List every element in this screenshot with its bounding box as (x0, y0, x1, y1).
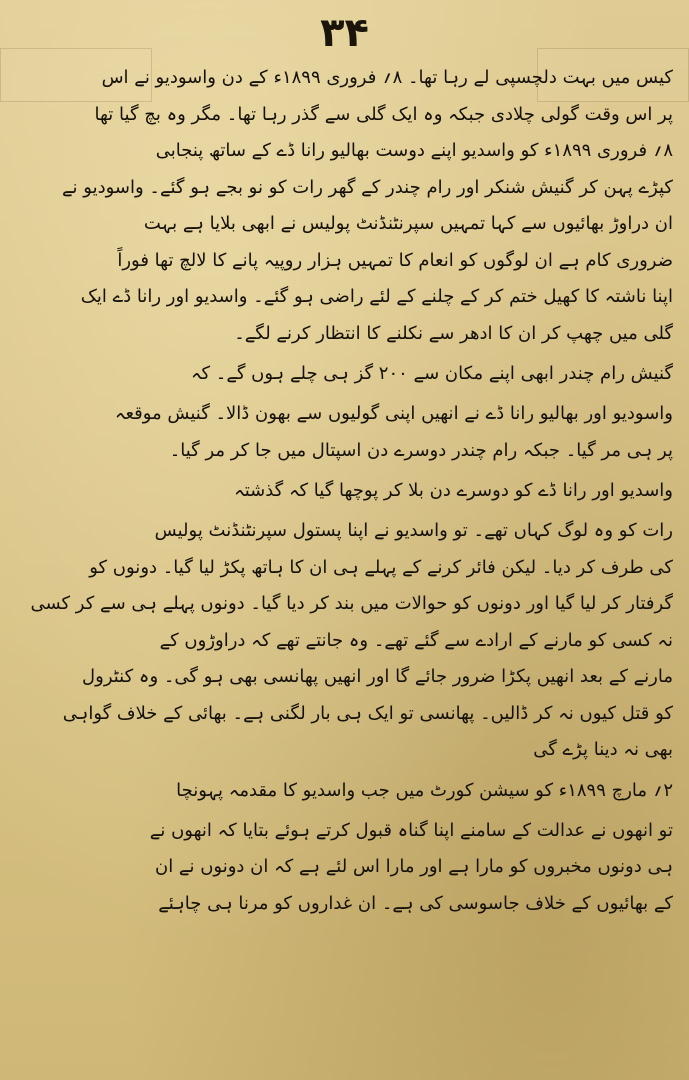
text-line: گرفتار کر لیا گیا اور دونوں کو حوالات میں بند کر دیا گیا۔ دونوں پہلے ہی سے کر کسی (30, 593, 673, 614)
page-number: ۳۴ (320, 10, 369, 56)
text-line: اپنا ناشتہ کا کھیل ختم کر کے چلنے کے لئے راضی ہو گئے۔ واسدیو اور رانا ڈے ایک (80, 286, 673, 307)
text-line: کی طرف کر دیا۔ لیکن فائر کرنے کے پہلے ہی ان کا ہاتھ پکڑ لیا گیا۔ دونوں کو (89, 556, 673, 578)
text-line: کے بھائیوں کے خلاف جاسوسی کی ہے۔ ان غداروں کو مرنا ہی چاہئے (158, 892, 673, 914)
text-line: کیس میں بہت دلچسپی لے رہا تھا۔ ۸؍ فروری ۱۸۹۹ء کے دن واسودیو نے اس (101, 67, 673, 88)
text-line: نہ کسی کو مارنے کے ارادے سے گئے تھے۔ وہ جانتے تھے کہ دراوڑوں کے (159, 629, 673, 651)
text-line: کپڑے پہن کر گنیش شنکر اور رام چندر کے گھر رات کو نو بجے ہو گئے۔ واسودیو نے (62, 176, 673, 198)
text-line: پر اس وقت گولی چلادی جبکہ وہ ایک گلی سے گذر رہا تھا۔ مگر وہ بچ گیا تھا (94, 103, 673, 125)
text-line: مارنے کے بعد انھیں پکڑا ضرور جائے گا اور انھیں پھانسی بھی ہو گی۔ وہ کنٹرول (82, 666, 673, 687)
text-line: بھی نہ دینا پڑے گی (533, 739, 673, 760)
text-line: ضروری کام ہے ان لوگوں کو انعام کا تمہیں ہزار روپیہ پانے کا لالچ تھا فوراً (117, 249, 673, 271)
text-line: رات کو وہ لوگ کہاں تھے۔ تو واسدیو نے اپنا پستول سپرنٹنڈنٹ پولیس (154, 520, 673, 541)
text-line: کو قتل کیوں نہ کر ڈالیں۔ پھانسی تو ایک ہی بار لگنی ہے۔ بھائی کے خلاف گواہی (62, 702, 673, 724)
text-line: گلی میں چھپ کر ان کا ادھر سے نکلنے کا انتظار کرنے لگے۔ (234, 322, 673, 344)
text-line: گنیش رام چندر ابھی اپنے مکان سے ۲۰۰ گز ہی چلے ہوں گے۔ کہ (190, 363, 673, 384)
text-line: تو انھوں نے عدالت کے سامنے اپنا گناہ قبول کرتے ہوئے بتایا کہ انھوں نے (149, 819, 673, 841)
text-line: واسودیو اور بھالیو رانا ڈے نے انھیں اپنی گولیوں سے بھون ڈالا۔ گنیش موقعہ (114, 403, 673, 424)
text-line: ہی دونوں مخبروں کو مارا ہے اور مارا اس لئے ہے کہ ان دونوں نے ان (154, 856, 673, 877)
text-line: پر ہی مر گیا۔ جبکہ رام چندر دوسرے دن اسپتال میں جا کر مر گیا۔ (169, 439, 673, 461)
text-line: واسدیو اور رانا ڈے کو دوسرے دن بلا کر پوچھا گیا کہ گذشتہ (234, 480, 673, 501)
text-line: ۲؍ مارچ ۱۸۹۹ء کو سیشن کورٹ میں جب واسدیو کا مقدمہ پہونچا (176, 779, 673, 801)
text-line: ان دراوڑ بھائیوں سے کہا تمہیں سپرنٹنڈنٹ پولیس نے ابھی بلایا ہے بہت (143, 213, 673, 234)
page-body-text (14, 60, 673, 922)
text-line: ۸؍ فروری ۱۸۹۹ء کو واسدیو اپنے دوست بھالیو رانا ڈے کے ساتھ پنجابی (155, 140, 673, 161)
